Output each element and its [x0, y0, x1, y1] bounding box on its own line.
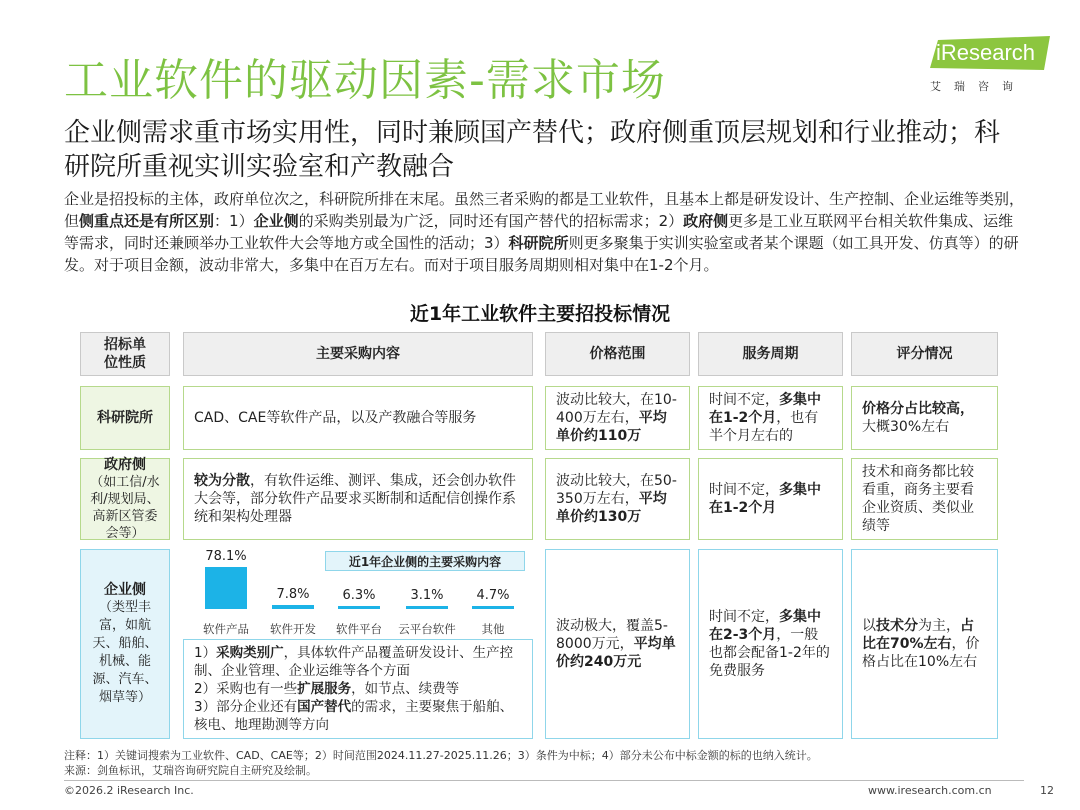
item-text: 的需求，主要聚焦于船舶、核电、地理勘测等方向	[194, 699, 514, 733]
header-content: 主要采购内容	[183, 332, 533, 376]
row-label-research: 科研院所	[80, 386, 170, 450]
enterprise-score-text: 为主，	[918, 618, 960, 634]
government-price-avg: 平均单价约130万	[556, 491, 667, 525]
page-subtitle: 企业侧需求重市场实用性，同时兼顾国产替代；政府侧重顶层规划和行业推动；科研院所重视实训实验室和产教融合	[64, 118, 1001, 182]
enterprise-score-text: ，价格占比在10%左右	[862, 636, 980, 670]
item-bold: 扩展服务	[297, 681, 352, 697]
research-period-text: 时间不定，	[709, 392, 779, 408]
page-number: 12	[1040, 784, 1054, 797]
government-label-sub: （如工信/水利/规划局、高新区管委会等）	[90, 475, 160, 541]
research-score-bold: 价格分占比较高，	[862, 401, 974, 417]
enterprise-score-bold: 技术分	[876, 618, 918, 634]
research-price-text: 波动比较大，在10-400万左右，	[556, 392, 677, 426]
row-label-enterprise	[80, 549, 170, 739]
government-period-text: 时间不定，	[709, 482, 779, 498]
header-score: 评分情况	[851, 332, 998, 376]
enterprise-price-text: 波动极大，覆盖5-8000万元，	[556, 618, 668, 652]
header-unit	[80, 332, 170, 376]
bar-value-label: 6.3%	[342, 587, 376, 603]
footnote: 注释：1）关键词搜索为工业软件、CAD、CAE等；2）时间范围2024.11.27-2025.11.26；3）条件为中标；4）部分未公布中标金额的标的也纳入统计。	[64, 749, 818, 762]
enterprise-score-text: 以	[862, 618, 876, 634]
enterprise-price	[545, 549, 690, 739]
enterprise-label: 企业侧	[104, 582, 146, 598]
intro-paragraph	[64, 188, 1024, 276]
government-price-text: 波动比较大，在50-350万左右，	[556, 473, 677, 507]
enterprise-period-text: ，一般也都会配备1-2年的免费服务	[709, 627, 830, 679]
bar-category-label: 软件开发	[270, 622, 316, 636]
research-price	[545, 386, 690, 450]
header-price: 价格范围	[545, 332, 690, 376]
research-content: CAD、CAE等软件产品，以及产教融合等服务	[183, 386, 533, 450]
bar-value-label: 3.1%	[410, 588, 444, 603]
enterprise-score-bold: 占比在70%左右	[862, 618, 974, 652]
intro-text: ：1）	[214, 212, 254, 230]
research-period-bold: 多集中在1-2个月	[709, 392, 821, 426]
bar-3	[338, 606, 380, 609]
intro-bold: 侧重点还是有所区别	[79, 212, 215, 230]
iresearch-logo	[930, 36, 1050, 94]
enterprise-content	[183, 639, 533, 739]
government-period	[698, 458, 843, 540]
source-note: 来源：剑鱼标讯，艾瑞咨询研究院自主研究及绘制。	[64, 764, 317, 777]
item-prefix: 3）部分企业还有	[194, 699, 298, 715]
government-content	[183, 458, 533, 540]
bar-2	[272, 605, 314, 609]
enterprise-item-1	[194, 644, 522, 680]
row-label-government	[80, 458, 170, 540]
item-text: ，具体软件产品覆盖研发设计、生产控制、企业管理、企业运维等各个方面	[194, 645, 514, 679]
intro-bold: 企业侧	[253, 212, 299, 230]
research-price-avg: 平均单价约110万	[556, 410, 667, 444]
bar-category-label: 云平台软件	[398, 622, 456, 636]
intro-text: 的采购类别最为广泛，同时还有国产替代的招标需求；2）	[298, 212, 684, 230]
government-content-text: ，有软件运维、测评、集成，还会创办软件大会等，部分软件产品要求买断制和适配信创操作系统和架构处理器	[194, 473, 516, 525]
government-period-bold: 多集中在1-2个月	[709, 482, 821, 516]
research-score	[851, 386, 998, 450]
enterprise-period-text: 时间不定，	[709, 609, 779, 625]
enterprise-label-sub: （类型丰富，如航天、船舶、机械、能源、汽车、烟草等）	[92, 600, 158, 705]
bar-category-label: 软件平台	[336, 622, 382, 636]
header-period: 服务周期	[698, 332, 843, 376]
header-unit-label: 招标单位性质	[104, 337, 146, 371]
logo-text: iResearch	[936, 40, 1036, 65]
item-text: ，如节点、续费等	[351, 681, 460, 697]
bar-value-label: 78.1%	[205, 549, 247, 564]
footer-divider	[64, 780, 1024, 781]
government-label: 政府侧	[104, 457, 146, 473]
enterprise-item-3	[194, 698, 522, 734]
bar-4	[406, 606, 448, 609]
bar-category-label: 其他	[481, 622, 505, 636]
research-score-text: 大概30%左右	[862, 419, 950, 435]
bar-5	[472, 606, 514, 609]
enterprise-period	[698, 549, 843, 739]
enterprise-mini-chart	[183, 549, 533, 637]
page-title: 工业软件的驱动因素-需求市场	[64, 55, 666, 106]
footer-url: www.iresearch.com.cn	[868, 784, 992, 797]
item-bold: 国产替代	[297, 699, 352, 715]
intro-bold: 科研院所	[508, 234, 569, 252]
bar-value-label: 7.8%	[276, 586, 310, 602]
research-period-text: ，也有半个月左右的	[709, 410, 819, 444]
enterprise-price-avg: 平均单价约240万元	[556, 636, 676, 670]
item-bold: 采购类别广	[216, 645, 284, 661]
research-period	[698, 386, 843, 450]
item-prefix: 1）	[194, 645, 217, 661]
intro-text: 则更多聚集于实训实验室或者某个课题（如工具开发、仿真等）的研发。对于项目金额，波动非常大，多集中在百万左右。而对于项目服务周期则相对集中在1-2个月。	[64, 234, 1019, 274]
enterprise-score	[851, 549, 998, 739]
bar-category-label: 软件产品	[203, 622, 249, 636]
government-price	[545, 458, 690, 540]
bar-1	[205, 567, 247, 609]
intro-bold: 政府侧	[683, 212, 729, 230]
footer-copyright: ©2026.2 iResearch Inc.	[64, 784, 194, 797]
logo-subtext: 艾瑞咨询	[930, 80, 1026, 93]
mini-chart-title: 近1年企业侧的主要采购内容	[325, 551, 525, 571]
enterprise-item-2	[194, 680, 522, 698]
government-score: 技术和商务都比较看重，商务主要看企业资质、类似业绩等	[851, 458, 998, 540]
enterprise-period-bold: 多集中在2-3个月	[709, 609, 821, 643]
bar-value-label: 4.7%	[476, 588, 510, 603]
intro-text: 企业是招投标的主体，政府单位次之，科研院所排在末尾。虽然三者采购的都是工业软件，且基本上都是研发设计、生产控制、企业运维等类别，但	[64, 190, 1025, 230]
item-prefix: 2）采购也有一些	[194, 681, 298, 697]
government-content-bold: 较为分散	[194, 473, 250, 489]
table-title: 近1年工业软件主要招投标情况	[409, 303, 671, 325]
intro-text: 更多是工业互联网平台相关软件集成、运维等需求，同时还兼顾举办工业软件大会等地方或全国性的活动；3）	[64, 212, 1014, 252]
